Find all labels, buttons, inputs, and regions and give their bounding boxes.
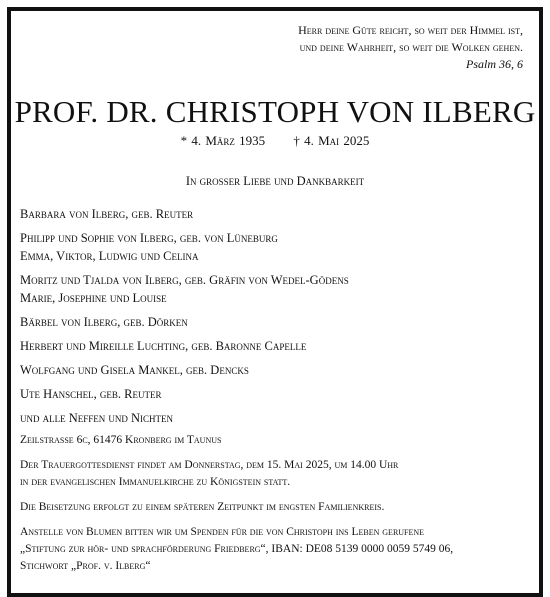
service-info — [20, 457, 530, 491]
mourner-group — [20, 409, 349, 427]
burial-info: Die Beisetzung erfolgt zu einem späteren Zeitpunkt im engsten Familienkreis. — [20, 501, 385, 513]
donation-line-2: „Stiftung zur hör- und sprachförderung Friedberg“, IBAN: DE08 5139 0000 0059 5749 06, — [20, 543, 454, 555]
mourners-list — [20, 205, 349, 433]
mourner-line: Bärbel von Ilberg, geb. Dörken — [20, 315, 188, 329]
life-dates — [0, 133, 550, 149]
mourner-group — [20, 205, 349, 223]
mourner-line: Emma, Viktor, Ludwig und Celina — [20, 249, 199, 263]
mourner-group — [20, 337, 349, 355]
donation-line-1: Anstelle von Blumen bitten wir um Spenden für die von Christoph ins Leben gerufene — [20, 526, 425, 538]
donation-line-3: Stichwort „Prof. v. Ilberg“ — [20, 560, 151, 572]
donation-info — [20, 524, 530, 575]
mourner-group — [20, 313, 349, 331]
mourner-line: Philipp und Sophie von Ilberg, geb. von Lüneburg — [20, 231, 278, 245]
deceased-name: PROF. DR. CHRISTOPH VON ILBERG — [14, 94, 536, 129]
psalm-motto — [298, 22, 523, 73]
service-line-2: in der evangelischen Immanuelkirche zu Königstein statt. — [20, 476, 291, 488]
mourner-line: und alle Neffen und Nichten — [20, 411, 174, 425]
mourner-line: Ute Hanschel, geb. Reuter — [20, 387, 162, 401]
intro-line: In grosser Liebe und Dankbarkeit — [185, 174, 365, 188]
mourner-group — [20, 229, 349, 265]
mourner-group — [20, 385, 349, 403]
motto-line-1: Herr deine Güte reicht, so weit der Himmel ist, — [298, 23, 523, 37]
mourner-line: Marie, Josephine und Louise — [20, 291, 167, 305]
birth-date: * 4. März 1935 — [180, 133, 266, 148]
family-address: Zeilstrasse 6c, 61476 Kronberg im Taunus — [20, 434, 222, 446]
mourner-line: Wolfgang und Gisela Mankel, geb. Dencks — [20, 363, 249, 377]
motto-reference: Psalm 36, 6 — [466, 57, 523, 71]
notice-details — [20, 432, 530, 583]
service-line-1: Der Trauergottesdienst findet am Donnerstag, dem 15. Mai 2025, um 14.00 Uhr — [20, 459, 399, 471]
mourner-group — [20, 271, 349, 307]
mourner-line: Moritz und Tjalda von Ilberg, geb. Gräfin von Wedel-Gödens — [20, 273, 349, 287]
death-date: † 4. Mai 2025 — [293, 133, 370, 148]
motto-line-2: und deine Wahrheit, so weit die Wolken gehen. — [299, 40, 523, 54]
mourner-line: Barbara von Ilberg, geb. Reuter — [20, 207, 194, 221]
mourner-group — [20, 361, 349, 379]
mourner-line: Herbert und Mireille Luchting, geb. Baronne Capelle — [20, 339, 307, 353]
